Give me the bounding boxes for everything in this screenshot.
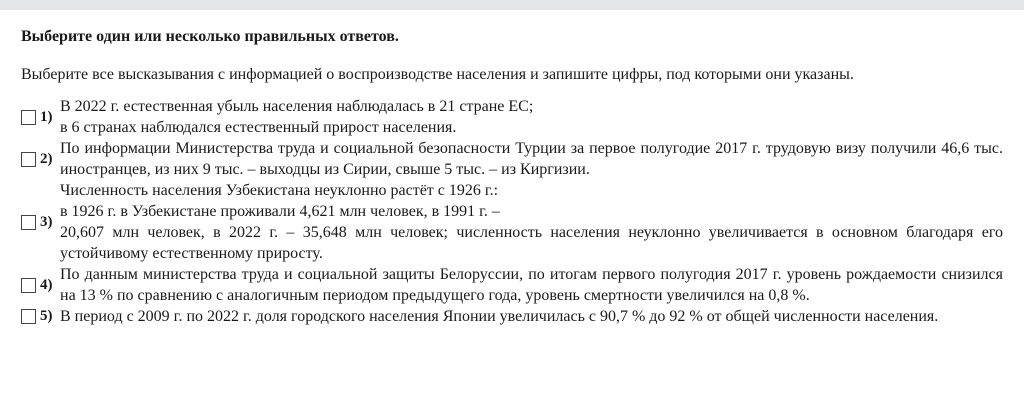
answer-text-line: в 1926 г. в Узбекистане проживали 4,621 млн человек, в 1991 г. – [60, 203, 500, 220]
answer-option-3 [21, 180, 1003, 264]
answer-number-5: 5) [40, 308, 53, 324]
answer-text-2 [60, 138, 1003, 180]
top-bar [0, 0, 1024, 10]
answer-number-2: 2) [40, 150, 53, 167]
answer-text-1 [60, 96, 1003, 138]
answer-checkbox-5[interactable] [21, 309, 36, 324]
answer-options [21, 96, 1003, 327]
answer-text-line: В 2022 г. естественная убыль населения наблюдалась в 21 стране ЕС; [60, 98, 534, 115]
answer-number-3: 3) [40, 213, 53, 230]
question-heading: Выберите один или несколько правильных ответов. [21, 28, 399, 45]
answer-checkbox-3[interactable] [21, 215, 36, 230]
answer-text-line: 20,607 млн человек, в 2022 г. – 35,648 млн человек; численность населения неуклонно увеличивается в основном благодаря его устойчивому естественному приросту. [60, 224, 1003, 262]
answer-checkbox-2[interactable] [21, 152, 36, 167]
answer-checkbox-4[interactable] [21, 278, 36, 293]
answer-text-line: По данным министерства труда и социальной защиты Белоруссии, по итогам первого полугодия 2017 г. уровень рождаемости снизился на 13 % по сравнению с аналогичным периодом предыдущего года, уровень смертности увеличился на 0,8 %. [60, 266, 1003, 304]
answer-text-3 [60, 180, 1003, 264]
answer-option-1 [21, 96, 1003, 138]
answer-text-line: По информации Министерства труда и социальной безопасности Турции за первое полугодие 2017 г. трудовую визу получили 46,6 тыс. иностранцев, из них 9 тыс. – выходцы из Сирии, свыше 5 тыс. – из Киргизии. [60, 140, 1003, 178]
answer-number-4: 4) [40, 276, 53, 293]
answer-text-5 [60, 306, 1003, 327]
answer-text-line: в 6 странах наблюдался естественный прирост населения. [60, 119, 457, 136]
answer-checkbox-1[interactable] [21, 110, 36, 125]
answer-option-5 [21, 306, 1003, 327]
answer-option-4 [21, 264, 1003, 306]
question-instruction: Выберите все высказывания с информацией о воспроизводстве населения и запишите цифры, под которыми они указаны. [21, 66, 854, 83]
answer-text-4 [60, 264, 1003, 306]
answer-option-2 [21, 138, 1003, 180]
answer-text-line: В период с 2009 г. по 2022 г. доля городского населения Японии увеличилась с 90,7 % до 92 % от общей численности населения. [60, 308, 939, 325]
answer-text-line: Численность населения Узбекистана неуклонно растёт с 1926 г.: [60, 182, 499, 199]
answer-number-1: 1) [40, 108, 53, 125]
